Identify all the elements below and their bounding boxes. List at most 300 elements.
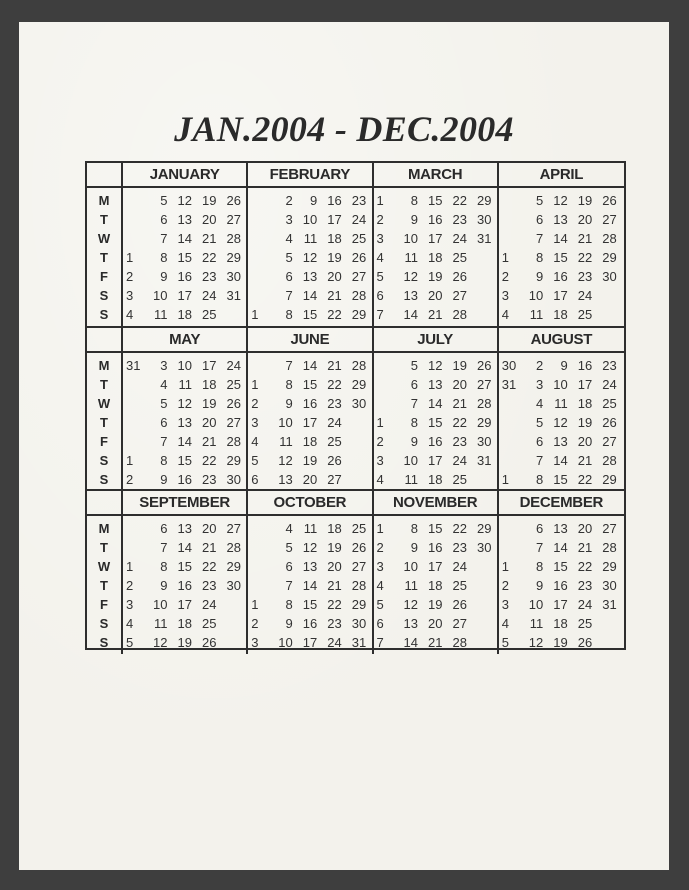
day-number: 9 (560, 358, 568, 373)
day-number: 16 (302, 396, 318, 411)
day-number: 24 (577, 597, 593, 612)
day-number: 14 (553, 540, 568, 555)
day-number: 7 (536, 540, 544, 555)
day-number: 15 (302, 377, 318, 392)
day-number: 19 (327, 540, 342, 555)
day-number: 25 (452, 472, 467, 487)
day-number: 30 (226, 269, 241, 284)
day-number: 31 (501, 377, 517, 392)
day-number: 13 (553, 212, 568, 227)
day-number: 4 (251, 434, 259, 449)
day-number: 26 (602, 415, 617, 430)
day-number: 26 (452, 269, 467, 284)
day-number: 2 (501, 578, 509, 593)
day-number: 6 (285, 269, 293, 284)
day-number: 28 (226, 434, 241, 449)
day-number: 30 (351, 396, 367, 411)
day-number: 1 (376, 415, 384, 430)
day-number: 3 (376, 559, 384, 574)
day-number: 20 (452, 377, 467, 392)
day-number: 21 (327, 578, 342, 593)
day-number: 12 (553, 415, 568, 430)
day-number: 19 (577, 415, 593, 430)
weekday-column (87, 163, 123, 326)
day-number: 5 (501, 635, 509, 650)
day-number: 4 (501, 307, 509, 322)
day-number: 3 (376, 231, 384, 246)
day-number: 18 (202, 377, 217, 392)
day-number: 19 (302, 453, 318, 468)
day-number: 17 (327, 212, 342, 227)
day-number: 15 (428, 521, 443, 536)
calendar-title: JAN.2004 - DEC.2004 (174, 109, 514, 149)
day-number: 26 (351, 250, 367, 265)
month-block-july (374, 328, 499, 491)
day-number: 5 (285, 250, 293, 265)
weekday-label: W (97, 231, 111, 246)
month-name: JULY (374, 328, 497, 353)
day-number: 12 (177, 396, 192, 411)
day-number: 25 (577, 616, 593, 631)
day-number: 14 (302, 358, 318, 373)
day-number: 28 (226, 231, 241, 246)
day-number: 22 (452, 521, 467, 536)
day-number: 24 (327, 415, 342, 430)
weekday-label: S (99, 307, 109, 322)
day-number: 4 (285, 231, 293, 246)
day-grid (376, 520, 497, 653)
day-number: 7 (160, 231, 168, 246)
day-number: 26 (226, 193, 241, 208)
day-number: 19 (177, 635, 192, 650)
day-number: 14 (403, 307, 418, 322)
day-number: 11 (303, 231, 318, 246)
day-number: 27 (226, 415, 241, 430)
day-number: 27 (602, 212, 617, 227)
day-number: 3 (251, 635, 259, 650)
day-number: 31 (126, 358, 141, 373)
day-number: 5 (160, 396, 168, 411)
day-number: 15 (553, 559, 568, 574)
day-number: 26 (477, 358, 492, 373)
day-number: 5 (251, 453, 259, 468)
month-name: FEBRUARY (248, 163, 371, 188)
day-number: 25 (327, 434, 342, 449)
day-number: 16 (577, 358, 593, 373)
day-number: 14 (428, 396, 443, 411)
weekday-column (87, 491, 123, 654)
day-number: 19 (452, 358, 467, 373)
day-number: 7 (536, 231, 544, 246)
weekday-label: S (99, 288, 109, 303)
day-number: 26 (327, 453, 342, 468)
day-number: 3 (376, 453, 384, 468)
day-number: 29 (351, 307, 367, 322)
weekday-label: T (100, 578, 108, 593)
day-number: 8 (160, 559, 168, 574)
day-number: 18 (302, 434, 318, 449)
day-grid (501, 520, 622, 653)
day-grid (250, 192, 371, 325)
day-number: 15 (553, 250, 568, 265)
day-number: 19 (553, 635, 568, 650)
day-number: 9 (160, 472, 168, 487)
day-number: 17 (302, 415, 318, 430)
day-number: 16 (177, 578, 192, 593)
day-number: 17 (577, 377, 593, 392)
day-number: 21 (577, 540, 593, 555)
day-number: 12 (553, 193, 568, 208)
day-number: 20 (428, 288, 443, 303)
weekday-label: T (100, 415, 108, 430)
day-number: 26 (602, 193, 617, 208)
day-number: 21 (327, 358, 342, 373)
day-number: 2 (536, 358, 544, 373)
day-number: 23 (602, 358, 617, 373)
day-number: 12 (177, 193, 192, 208)
month-block-june (248, 328, 373, 491)
day-number: 11 (154, 616, 168, 631)
day-number: 24 (202, 597, 217, 612)
day-number: 8 (410, 521, 418, 536)
day-number: 19 (202, 396, 217, 411)
day-number: 8 (285, 307, 293, 322)
day-grid (376, 357, 497, 490)
day-number: 16 (177, 472, 192, 487)
day-grid (250, 520, 371, 653)
weekday-label: W (97, 396, 111, 411)
day-number: 25 (226, 377, 241, 392)
day-number: 29 (477, 521, 492, 536)
day-number: 17 (428, 231, 443, 246)
day-number: 12 (302, 540, 318, 555)
day-number: 7 (410, 396, 418, 411)
day-number: 5 (376, 597, 384, 612)
day-grid (376, 192, 497, 325)
day-number: 22 (327, 377, 342, 392)
day-number: 16 (553, 269, 568, 284)
day-number: 27 (226, 212, 241, 227)
day-number: 7 (160, 434, 168, 449)
day-number: 6 (536, 521, 544, 536)
day-number: 9 (285, 616, 293, 631)
day-number: 30 (477, 212, 492, 227)
day-number: 8 (536, 250, 544, 265)
day-number: 29 (226, 453, 241, 468)
day-number: 12 (278, 453, 293, 468)
day-number: 24 (602, 377, 617, 392)
month-name: MARCH (374, 163, 497, 188)
day-number: 6 (160, 415, 168, 430)
day-number: 26 (226, 396, 241, 411)
day-number: 15 (553, 472, 568, 487)
day-number: 30 (477, 434, 492, 449)
day-number: 11 (178, 377, 192, 392)
day-number: 1 (251, 307, 259, 322)
day-number: 29 (226, 250, 241, 265)
weekday-label: T (100, 212, 108, 227)
day-number: 8 (536, 559, 544, 574)
weekday-label: M (98, 358, 110, 373)
day-number: 30 (226, 578, 241, 593)
day-number: 28 (477, 396, 492, 411)
day-number: 9 (160, 578, 168, 593)
day-number: 16 (177, 269, 192, 284)
day-number: 11 (529, 616, 544, 631)
day-number: 27 (452, 288, 467, 303)
weekday-label: S (99, 453, 109, 468)
day-number: 27 (327, 472, 342, 487)
day-number: 23 (202, 472, 217, 487)
day-number: 9 (410, 540, 418, 555)
day-number: 9 (310, 193, 318, 208)
day-number: 29 (351, 377, 367, 392)
day-number: 22 (327, 597, 342, 612)
day-number: 5 (536, 193, 544, 208)
day-number: 5 (160, 193, 168, 208)
weekday-label: T (100, 540, 108, 555)
day-number: 23 (202, 578, 217, 593)
day-number: 10 (528, 597, 544, 612)
weekday-label: F (100, 434, 108, 449)
day-number: 19 (327, 250, 342, 265)
day-number: 23 (202, 269, 217, 284)
day-number: 5 (285, 540, 293, 555)
day-number: 28 (602, 453, 617, 468)
day-number: 28 (351, 288, 367, 303)
day-number: 24 (351, 212, 367, 227)
day-number: 15 (177, 453, 192, 468)
day-number: 5 (410, 358, 418, 373)
day-number: 6 (251, 472, 259, 487)
weekday-label: M (98, 521, 110, 536)
day-number: 16 (428, 540, 443, 555)
day-number: 9 (160, 269, 168, 284)
day-number: 18 (428, 578, 443, 593)
calendar-band (87, 489, 624, 654)
day-number: 20 (327, 269, 342, 284)
day-number: 19 (202, 193, 217, 208)
day-number: 12 (528, 635, 544, 650)
day-number: 13 (278, 472, 293, 487)
day-number: 4 (376, 250, 384, 265)
day-number: 18 (327, 231, 342, 246)
day-number: 1 (126, 559, 134, 574)
day-number: 2 (251, 396, 259, 411)
day-number: 28 (452, 307, 467, 322)
day-number: 19 (577, 193, 593, 208)
day-number: 2 (376, 540, 384, 555)
day-number: 11 (279, 434, 293, 449)
month-name: NOVEMBER (374, 491, 497, 516)
day-number: 20 (428, 616, 443, 631)
day-number: 6 (285, 559, 293, 574)
day-number: 3 (501, 288, 509, 303)
day-number: 24 (226, 358, 241, 373)
month-name: DECEMBER (499, 491, 624, 516)
month-name: JUNE (248, 328, 371, 353)
day-number: 14 (302, 288, 318, 303)
day-number: 23 (327, 396, 342, 411)
day-number: 22 (202, 453, 217, 468)
day-number: 17 (428, 453, 443, 468)
day-number: 4 (376, 578, 384, 593)
month-block-april (499, 163, 624, 326)
day-number: 23 (577, 578, 593, 593)
day-number: 21 (452, 396, 467, 411)
day-number: 27 (452, 616, 467, 631)
day-number: 29 (602, 472, 617, 487)
day-number: 18 (553, 616, 568, 631)
day-number: 2 (126, 472, 134, 487)
day-number: 22 (202, 250, 217, 265)
day-number: 7 (285, 288, 293, 303)
day-number: 27 (602, 434, 617, 449)
month-name: JANUARY (123, 163, 246, 188)
month-block-august (499, 328, 624, 491)
day-number: 17 (553, 288, 568, 303)
weekday-column (87, 328, 123, 491)
day-number: 2 (126, 269, 134, 284)
day-number: 18 (428, 472, 443, 487)
day-number: 13 (302, 559, 318, 574)
day-number: 25 (452, 578, 467, 593)
day-number: 8 (160, 250, 168, 265)
day-number: 12 (403, 597, 418, 612)
day-number: 4 (160, 377, 168, 392)
day-number: 30 (602, 269, 617, 284)
day-number: 23 (351, 193, 367, 208)
weekday-label: S (99, 635, 109, 650)
day-number: 1 (126, 453, 134, 468)
day-number: 1 (501, 250, 509, 265)
day-number: 4 (376, 472, 384, 487)
day-number: 21 (327, 288, 342, 303)
day-number: 19 (428, 269, 443, 284)
day-number: 13 (553, 521, 568, 536)
day-number: 24 (577, 288, 593, 303)
day-number: 10 (153, 288, 168, 303)
day-grid (501, 192, 622, 325)
day-number: 28 (452, 635, 467, 650)
day-number: 6 (536, 212, 544, 227)
day-number: 17 (553, 597, 568, 612)
day-number: 13 (403, 288, 418, 303)
day-number: 23 (327, 616, 342, 631)
day-number: 17 (428, 559, 443, 574)
day-number: 9 (536, 578, 544, 593)
day-number: 10 (403, 559, 418, 574)
day-number: 20 (202, 521, 217, 536)
day-number: 27 (477, 377, 492, 392)
day-number: 14 (553, 231, 568, 246)
day-number: 13 (428, 377, 443, 392)
day-grid (250, 357, 371, 490)
day-number: 15 (302, 597, 318, 612)
day-number: 14 (177, 540, 192, 555)
day-number: 23 (452, 212, 467, 227)
day-number: 24 (202, 288, 217, 303)
day-number: 29 (477, 415, 492, 430)
day-number: 28 (602, 540, 617, 555)
day-number: 8 (410, 193, 418, 208)
day-number: 1 (376, 521, 384, 536)
day-number: 29 (602, 250, 617, 265)
day-number: 13 (553, 434, 568, 449)
weekday-label: S (99, 616, 109, 631)
day-number: 4 (536, 396, 544, 411)
day-number: 15 (428, 415, 443, 430)
day-number: 30 (351, 616, 367, 631)
day-number: 8 (285, 597, 293, 612)
day-number: 23 (452, 540, 467, 555)
day-number: 20 (577, 521, 593, 536)
day-number: 10 (278, 635, 293, 650)
day-number: 19 (428, 597, 443, 612)
day-number: 30 (602, 578, 617, 593)
day-number: 13 (177, 212, 192, 227)
day-number: 6 (160, 212, 168, 227)
day-number: 9 (410, 212, 418, 227)
day-number: 10 (528, 288, 544, 303)
month-block-october (248, 491, 373, 654)
month-block-november (374, 491, 499, 654)
day-grid (501, 357, 622, 490)
day-number: 21 (577, 453, 593, 468)
day-number: 8 (410, 415, 418, 430)
day-number: 7 (376, 635, 384, 650)
day-number: 15 (177, 250, 192, 265)
day-number: 24 (452, 559, 467, 574)
day-number: 22 (577, 472, 593, 487)
day-number: 29 (477, 193, 492, 208)
day-number: 25 (351, 231, 367, 246)
month-name: AUGUST (499, 328, 624, 353)
month-block-march (374, 163, 499, 326)
weekday-label: M (98, 193, 110, 208)
day-number: 23 (452, 434, 467, 449)
day-number: 17 (202, 358, 217, 373)
day-number: 2 (126, 578, 134, 593)
month-name: MAY (123, 328, 246, 353)
day-number: 2 (376, 434, 384, 449)
weekday-label: F (100, 597, 108, 612)
day-number: 22 (452, 415, 467, 430)
day-number: 10 (302, 212, 318, 227)
day-number: 16 (553, 578, 568, 593)
day-number: 31 (477, 453, 492, 468)
month-block-january (123, 163, 248, 326)
day-number: 9 (410, 434, 418, 449)
day-number: 20 (302, 472, 318, 487)
day-number: 20 (202, 212, 217, 227)
day-number: 7 (285, 358, 293, 373)
day-number: 3 (126, 288, 134, 303)
day-number: 2 (285, 193, 293, 208)
day-number: 12 (403, 269, 418, 284)
day-number: 3 (160, 358, 168, 373)
day-number: 20 (577, 212, 593, 227)
day-number: 11 (154, 307, 168, 322)
month-name: SEPTEMBER (123, 491, 246, 516)
month-name: OCTOBER (248, 491, 371, 516)
weekday-label: T (100, 377, 108, 392)
day-grid (125, 357, 246, 490)
day-number: 3 (536, 377, 544, 392)
day-number: 10 (153, 597, 168, 612)
calendar-band (87, 326, 624, 491)
day-number: 25 (351, 521, 367, 536)
